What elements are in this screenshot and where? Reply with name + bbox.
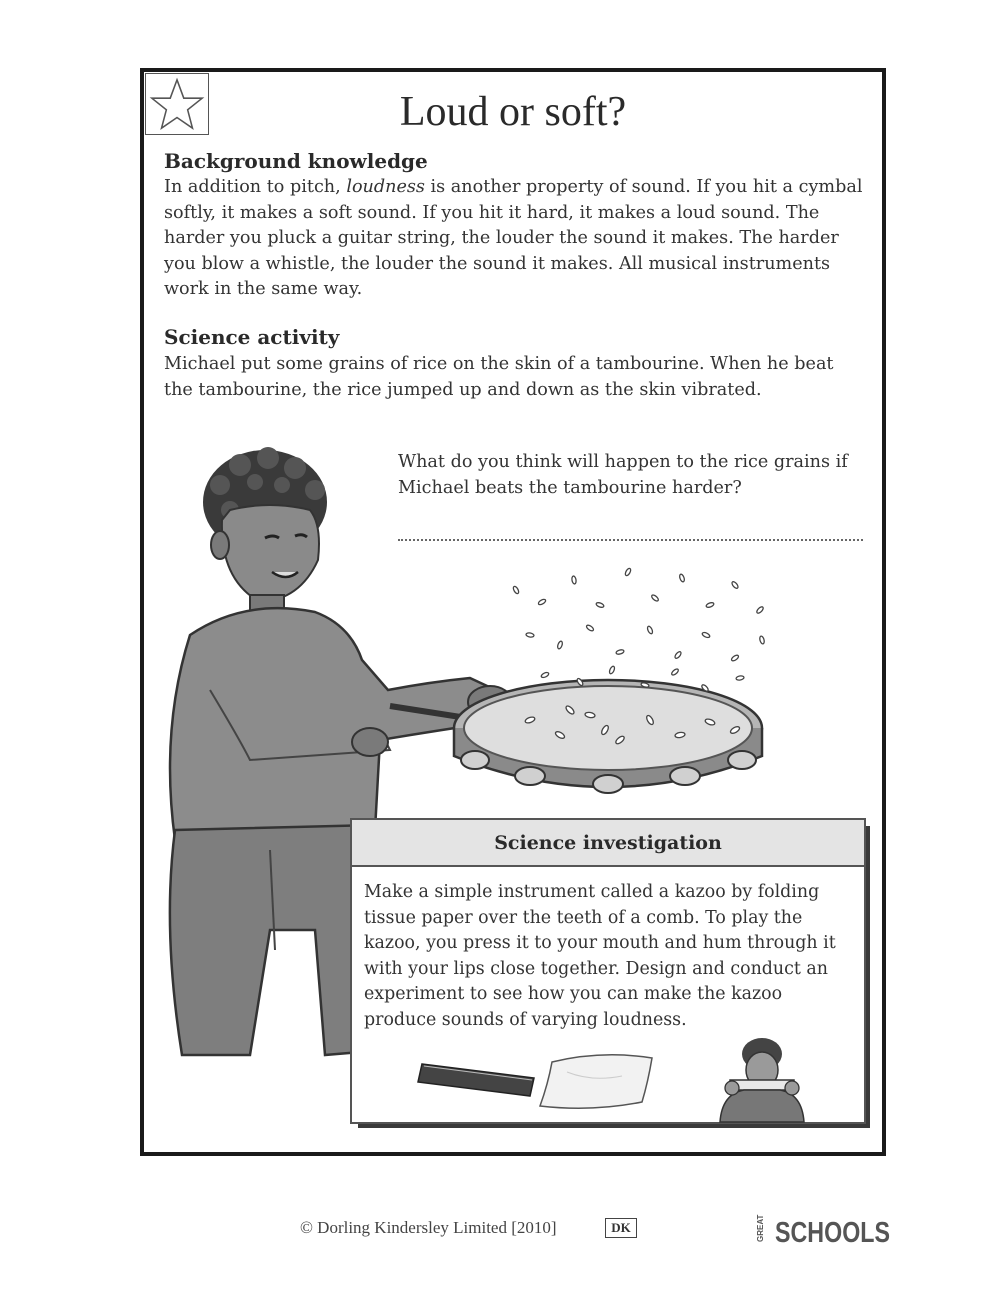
activity-line: Michael put some grains of rice on the skin of a tambourine. When he beat [164, 354, 834, 374]
investigation-line: with your lips close together. Design and conduct an [364, 958, 828, 979]
investigation-line: kazoo, you press it to your mouth and hum through it [364, 933, 836, 953]
background-heading: Background knowledge [164, 149, 428, 173]
tissue-paper-icon [540, 1055, 652, 1108]
question-text [398, 450, 878, 501]
background-line: work in the same way. [164, 279, 363, 299]
comb-icon [418, 1064, 534, 1096]
investigation-heading: Science investigation [352, 820, 864, 867]
investigation-line: Make a simple instrument called a kazoo by folding [364, 882, 820, 902]
emphasis-loudness: loudness [346, 177, 425, 197]
investigation-box [350, 818, 866, 1124]
background-line: softly, it makes a soft sound. If you hit it hard, it makes a loud sound. The [164, 202, 820, 223]
greatschools-logo [753, 1208, 893, 1248]
logo-small-text: GREAT [756, 1214, 765, 1242]
activity-line: the tambourine, the rice jumped up and down as the skin vibrated. [164, 379, 762, 400]
background-line [164, 175, 876, 201]
background-line: harder you pluck a guitar string, the louder the sound it makes. The harder [164, 228, 839, 248]
text-run: In addition to pitch, [164, 177, 341, 197]
kazoo-materials-illustration [352, 1032, 864, 1122]
question-line: What do you think will happen to the rice grains if [398, 452, 848, 472]
copyright-text: © Dorling Kindersley Limited [2010] [300, 1218, 557, 1237]
page-title: Loud or soft? [399, 89, 627, 135]
investigation-line: experiment to see how you can make the kazoo [364, 984, 783, 1004]
activity-paragraph [164, 352, 876, 403]
investigation-line: tissue paper over the teeth of a comb. To play the [364, 907, 803, 928]
question-line: Michael beats the tambourine harder? [398, 477, 742, 498]
text-run: is another property of sound. If you hit a cymbal [430, 177, 863, 197]
investigation-line: produce sounds of varying loudness. [364, 1009, 687, 1030]
logo-big-text: SCHOOLS [775, 1217, 890, 1249]
background-line: you blow a whistle, the louder the sound it makes. All musical instruments [164, 253, 831, 274]
boy-playing-kazoo-icon [720, 1038, 804, 1122]
answer-line[interactable] [398, 529, 863, 541]
background-paragraph [164, 175, 876, 303]
activity-heading: Science activity [164, 325, 340, 349]
investigation-text [364, 880, 854, 1033]
dk-logo: DK [605, 1218, 637, 1238]
